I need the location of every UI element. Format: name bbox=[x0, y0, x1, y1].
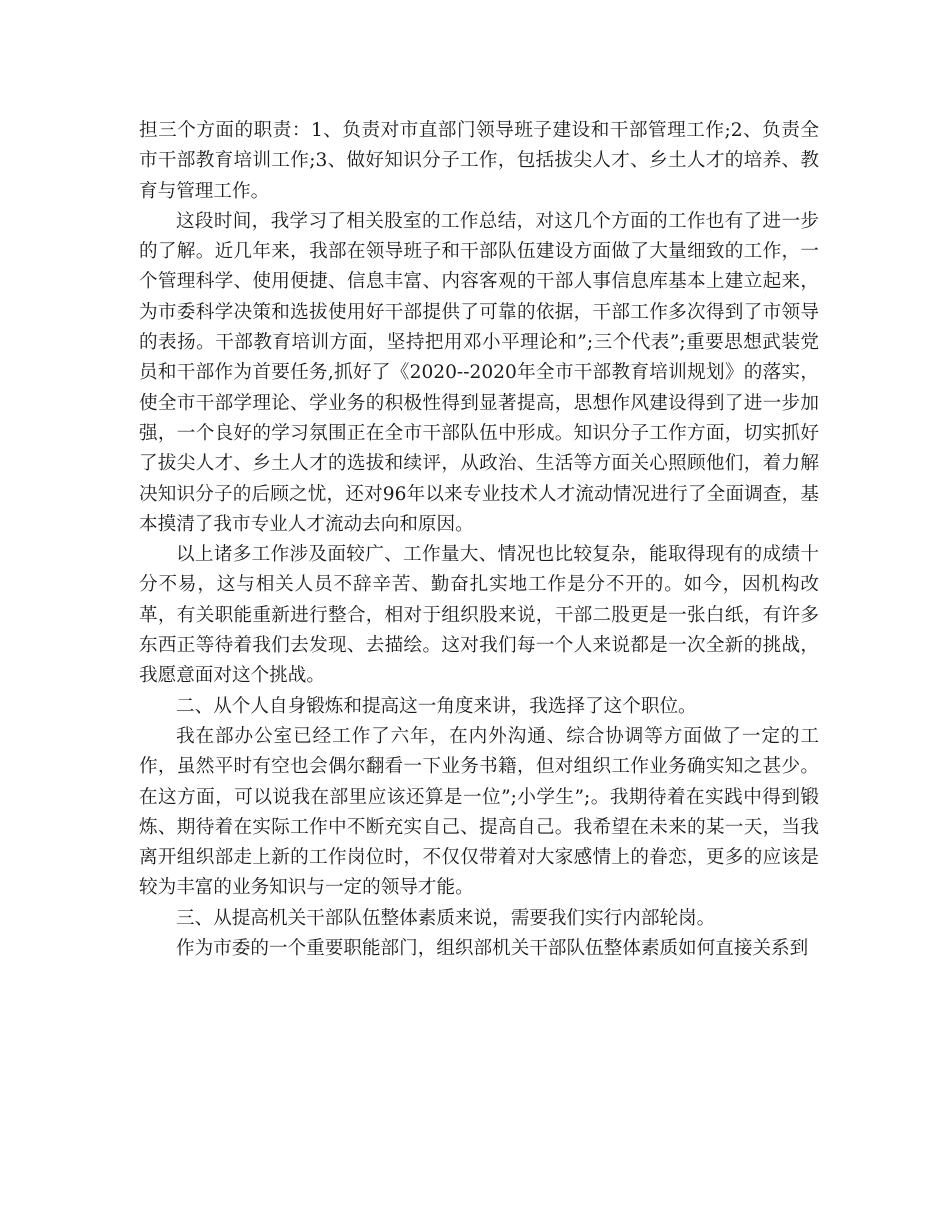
heading-point-two: 二、从个人自身锻炼和提高这一角度来讲，我选择了这个职位。 bbox=[176, 695, 697, 717]
paragraph-duties-continued: 担三个方面的职责：1、负责对市直部门领导班子建设和干部管理工作;2、负责全市干部教育培训工作;3、做好知识分子工作，包括拔尖人才、乡土人才的培养、教育与管理工作。 bbox=[139, 120, 819, 202]
paragraph-personal-growth: 我在部办公室已经工作了六年，在内外沟通、综合协调等方面做了一定的工作，虽然平时有空也会偶尔翻看一下业务书籍，但对组织工作业务确实知之甚少。在这方面，可以说我在部里应该还算是一位”;小学生”;。我期待着在实践中得到锻炼、期待着在实际工作中不断充实自己、提高自己。我希望在未来的某一天，当我离开组织部走上新的工作岗位时，不仅仅带着对大家感情上的眷恋，更多的应该是较为丰富的业务知识与一定的领导才能。 bbox=[139, 725, 819, 899]
heading-point-three: 三、从提高机关干部队伍整体素质来说，需要我们实行内部轮岗。 bbox=[176, 907, 716, 929]
paragraph-department-role: 作为市委的一个重要职能部门，组织部机关干部队伍整体素质如何直接关系到 bbox=[176, 938, 809, 960]
paragraph-work-review: 这段时间，我学习了相关股室的工作总结，对这几个方面的工作也有了进一步的了解。近几年来，我部在领导班子和干部队伍建设方面做了大量细致的工作，一个管理科学、使用便捷、信息丰富、内容客观的干部人事信息库基本上建立起来，为市委科学决策和选拔使用好干部提供了可靠的依据，干部工作多次得到了市领导的表扬。干部教育培训方面，坚持把用邓小平理论和”;三个代表”;重要思想武装党员和干部作为首要任务,抓好了《2020--2020年全市干部教育培训规划》的落实，使全市干部学理论、学业务的积极性得到显著提高，思想作风建设得到了进一步加强，一个良好的学习氛围正在全市干部队伍中形成。知识分子工作方面，切实抓好了拔尖人才、乡土人才的选拔和续评，从政治、生活等方面关心照顾他们，着力解决知识分子的后顾之忧，还对96年以来专业技术人才流动情况进行了全面调查，基本摸清了我市专业人才流动去向和原因。 bbox=[139, 210, 819, 535]
paragraph-challenge: 以上诸多工作涉及面较广、工作量大、情况也比较复杂，能取得现有的成绩十分不易，这与相关人员不辞辛苦、勤奋扎实地工作是分不开的。如今，因机构改革，有关职能重新进行整合，相对于组织股来说，干部二股更是一张白纸，有许多东西正等待着我们去发现、去描绘。这对我们每一个人来说都是一次全新的挑战，我愿意面对这个挑战。 bbox=[139, 544, 819, 687]
document-body bbox=[139, 116, 819, 964]
